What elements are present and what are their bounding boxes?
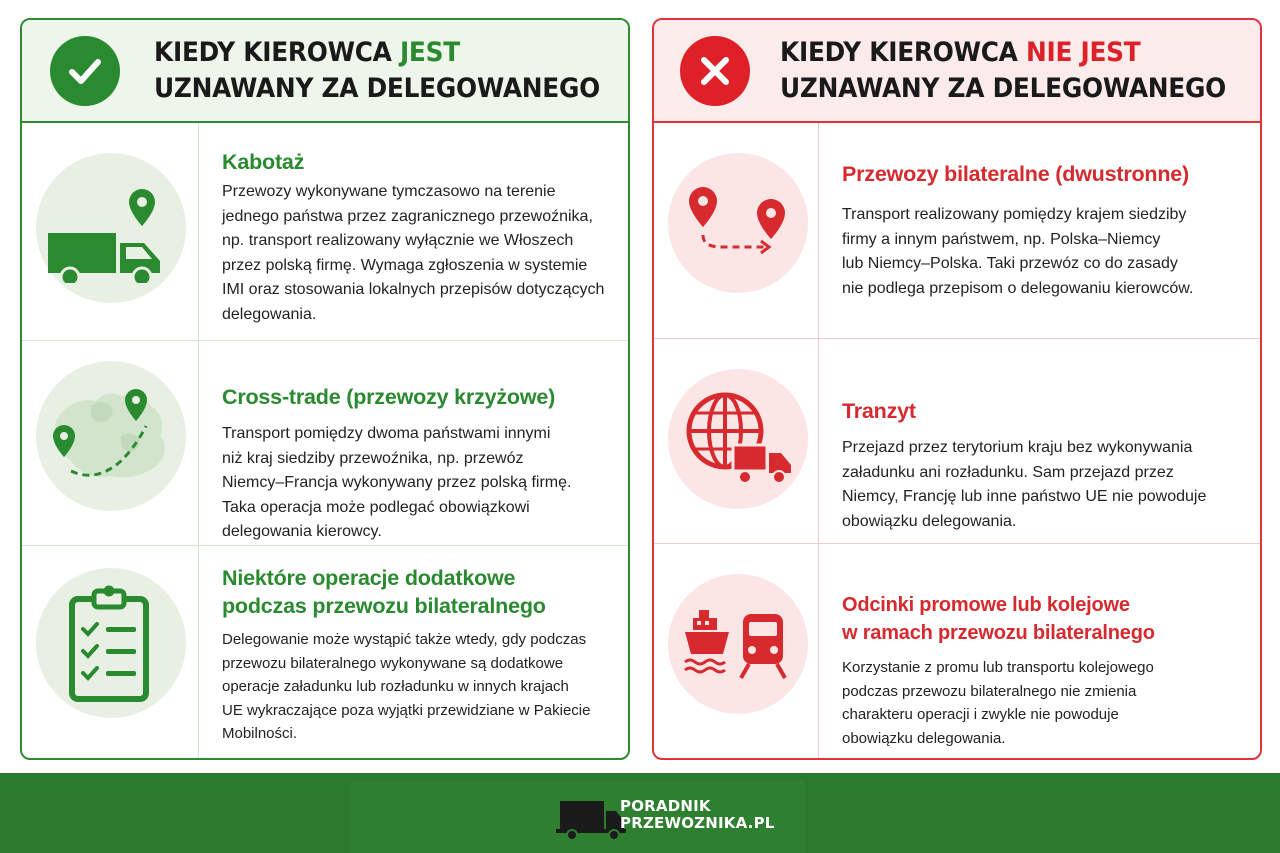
item-title: Kabotaż <box>222 150 305 174</box>
poradnik-przewoznika-logo[interactable] <box>556 789 775 841</box>
two-locations-route-icon <box>668 153 808 293</box>
checkmark-icon <box>50 36 120 106</box>
list-item-transit <box>654 338 1260 543</box>
list-item-cross-trade <box>22 340 628 545</box>
ferry-train-icon <box>668 574 808 714</box>
item-description: Korzystanie z promu lub transportu kolejowego podczas przewozu bilateralnego nie zmienia charakteru operacji i zwykle nie powoduje obowiązku delegowania. <box>842 659 1154 747</box>
cross-icon <box>680 36 750 106</box>
globe-truck-icon <box>668 369 808 509</box>
list-item-kabotaz <box>22 123 628 340</box>
item-title: Tranzyt <box>842 399 916 423</box>
right-panel-header <box>654 20 1260 123</box>
europe-map-route-icon <box>36 361 186 511</box>
item-title: Niektóre operacje dodatkowe podczas przewozu bilateralnego <box>222 566 546 618</box>
list-item-ferry-rail <box>654 543 1260 760</box>
item-description: Transport pomiędzy dwoma państwami innymi niż kraj siedziby przewoźnika, np. przewóz Niemcy–Francja wykonywany przez polską firmę. Taka operacja może podlegać obowiązkowi delegowania kierowcy. <box>222 425 572 540</box>
truck-location-icon <box>36 153 186 303</box>
truck-logo-icon <box>556 789 628 841</box>
left-panel-header <box>22 20 628 123</box>
item-title: Cross-trade (przewozy krzyżowe) <box>222 385 556 409</box>
item-title: Odcinki promowe lub kolejowe w ramach przewozu bilateralnego <box>842 594 1155 644</box>
item-description: Delegowanie może wystąpić także wtedy, gdy podczas przewozu bilateralnego wykonywane są dodatkowe operacje załadunku lub rozładunku w innych krajach UE wykraczające poza wyjątki przewidziane w Pakiecie Mobilności. <box>222 631 591 742</box>
item-description: Przejazd przez terytorium kraju bez wykonywania załadunku ani rozładunku. Sam przejazd przez Niemcy, Francję lub inne państwo UE nie powoduje obowiązku delegowania. <box>842 439 1207 530</box>
left-panel-title: KIEDY KIEROWCA JEST UZNAWANY ZA DELEGOWANEGO <box>154 36 600 104</box>
clipboard-checklist-icon <box>36 568 186 718</box>
item-description: Przewozy wykonywane tymczasowo na terenie jednego państwa przez zagranicznego przewoźnika, np. transport realizowany wyłącznie we Włoszech przez polską firmę. Wymaga zgłoszenia w systemie IMI oraz stosowania lokalnych przepisów dotyczących delegowania. <box>222 183 605 323</box>
item-description: Transport realizowany pomiędzy krajem siedziby firmy a innym państwem, np. Polska–Niemcy lub Niemcy–Polska. Taki przewóz co do zasady nie podlega przepisom o delegowaniu kierowców. <box>842 206 1194 297</box>
list-item-bilateral <box>654 123 1260 338</box>
list-item-additional-operations <box>22 545 628 760</box>
right-panel-title: KIEDY KIEROWCA NIE JEST UZNAWANY ZA DELEGOWANEGO <box>780 36 1226 104</box>
right-panel-not-delegated <box>652 18 1262 760</box>
left-panel-delegated <box>20 18 630 760</box>
item-title: Przewozy bilateralne (dwustronne) <box>842 162 1190 186</box>
logo-text: PORADNIK PRZEWOZNIKA.PL <box>620 797 775 832</box>
